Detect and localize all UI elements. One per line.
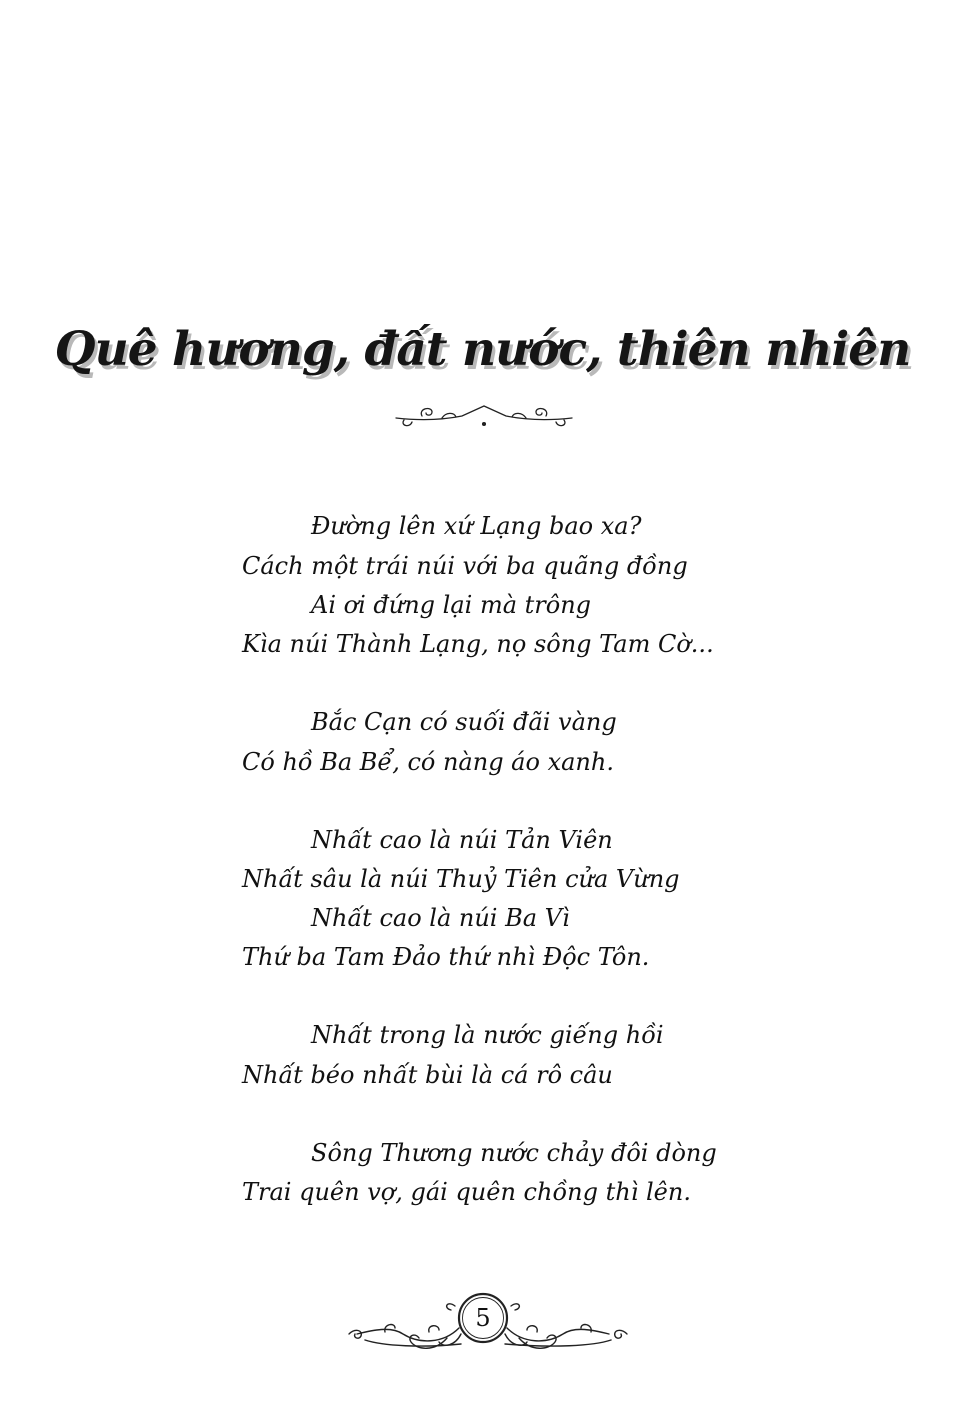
page-title: Quê hương, đất nước, thiên nhiên (54, 322, 911, 377)
poem-line: Trai quên vợ, gái quên chồng thì lên. (242, 1178, 691, 1206)
poem-line: Bắc Cạn có suối đãi vàng (311, 708, 617, 736)
poem-line: Ai ơi đứng lại mà trông (311, 591, 592, 619)
poem-line: Kìa núi Thành Lạng, nọ sông Tam Cờ... (242, 630, 714, 658)
poem-line: Nhất cao là núi Tản Viên (311, 826, 613, 854)
poem-line: Nhất trong là nước giếng hồi (311, 1021, 664, 1049)
poem-line: Nhất cao là núi Ba Vì (311, 904, 570, 932)
poem-line: Nhất béo nhất bùi là cá rô câu (242, 1061, 613, 1089)
poem-line: Cách một trái núi với ba quãng đồng (242, 552, 688, 580)
poem-line: Đường lên xứ Lạng bao xa? (311, 512, 642, 540)
poem-line: Thứ ba Tam Đảo thứ nhì Độc Tôn. (242, 943, 650, 971)
page-number: 5 (475, 1304, 491, 1332)
poem-line: Có hồ Ba Bể, có nàng áo xanh. (242, 748, 614, 776)
poem-line: Sông Thương nước chảy đôi dòng (311, 1139, 717, 1167)
poem-line: Nhất sâu là núi Thuỷ Tiên cửa Vừng (242, 865, 680, 893)
